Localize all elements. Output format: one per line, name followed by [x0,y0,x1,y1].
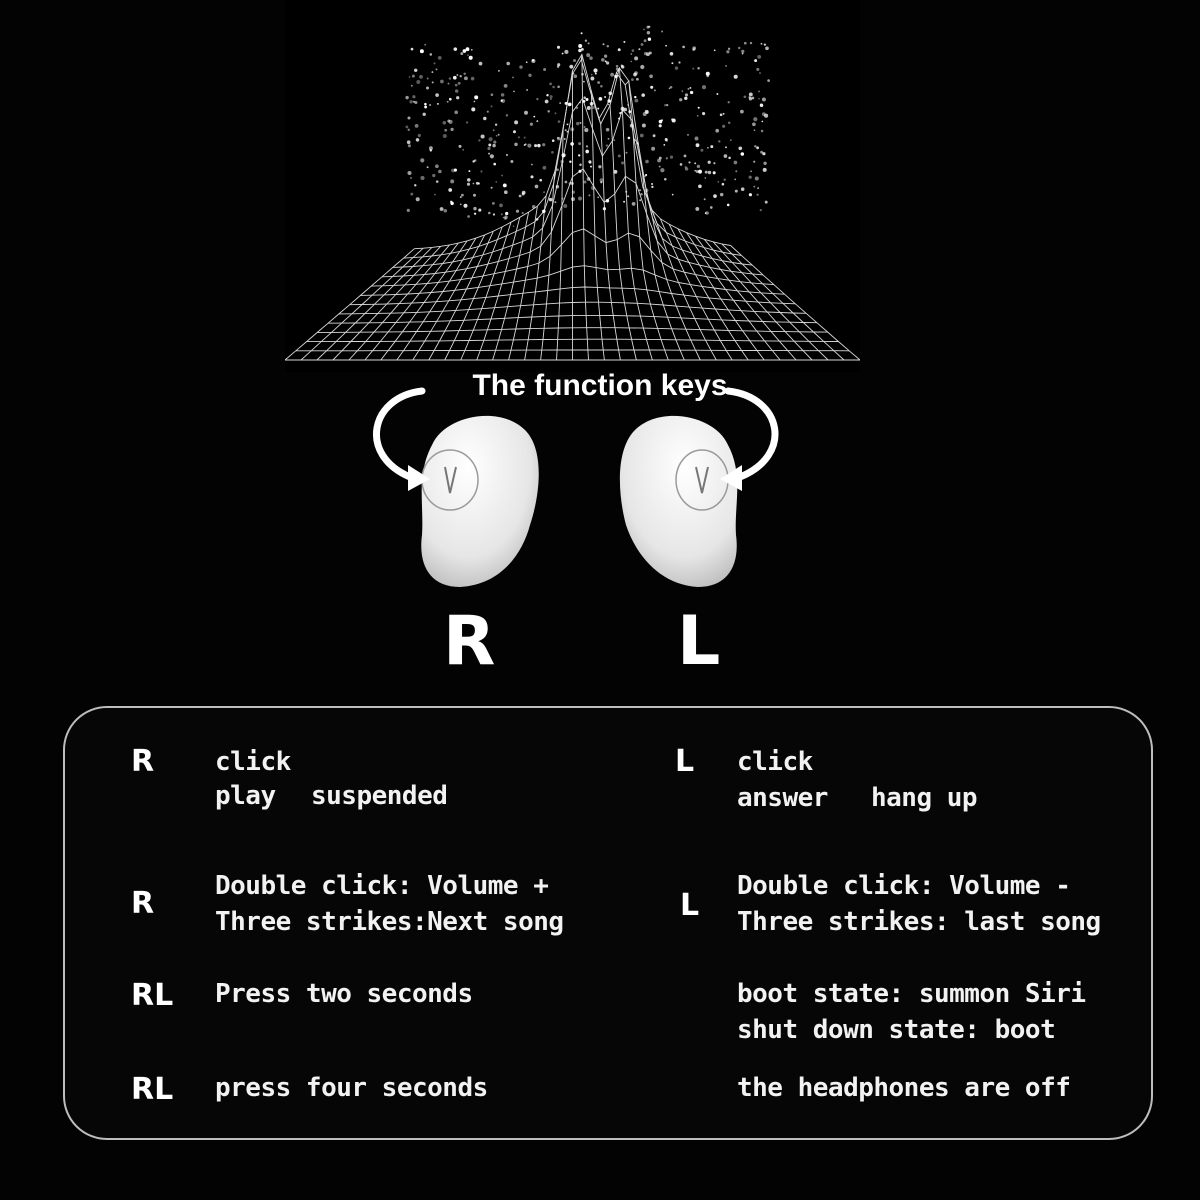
function-keys-title: The function keys [472,369,728,402]
row4-action: press four seconds [215,1073,488,1103]
row2-left-three-strikes: Three strikes: last song [737,907,1101,937]
row3-shutdown-state: shut down state: boot [737,1015,1056,1045]
right-earbud-label: R [443,602,496,681]
left-earbud-label: L [677,602,721,681]
row1-right-click: click [215,747,291,777]
row3-action: Press two seconds [215,979,473,1009]
row2-right-three-strikes: Three strikes:Next song [215,907,564,937]
row1-right-suspended: suspended [311,781,448,811]
row2-left-double-click: Double click: Volume - [737,871,1071,901]
row1-right-key: R [131,744,155,779]
right-earbud [421,416,538,587]
function-instructions-panel [63,706,1153,1140]
row2-left-key: L [680,888,700,923]
row1-right-play: play [215,781,276,811]
soundwave-mesh-illustration [285,0,860,372]
row2-right-double-click: Double click: Volume + [215,871,549,901]
left-earbud [620,416,737,587]
row4-both-key: RL [131,1072,174,1107]
row1-left-click: click [737,747,813,777]
row1-left-answer: answer [737,783,828,813]
row3-boot-state: boot state: summon Siri [737,979,1086,1009]
row3-both-key: RL [131,978,174,1013]
left-arrow-icon [720,391,775,491]
earbuds-illustration [350,375,810,605]
row2-right-key: R [131,886,155,921]
row4-result: the headphones are off [737,1073,1071,1103]
row1-left-hangup: hang up [871,783,978,813]
right-arrow-icon [376,391,430,491]
row1-left-key: L [675,744,695,779]
